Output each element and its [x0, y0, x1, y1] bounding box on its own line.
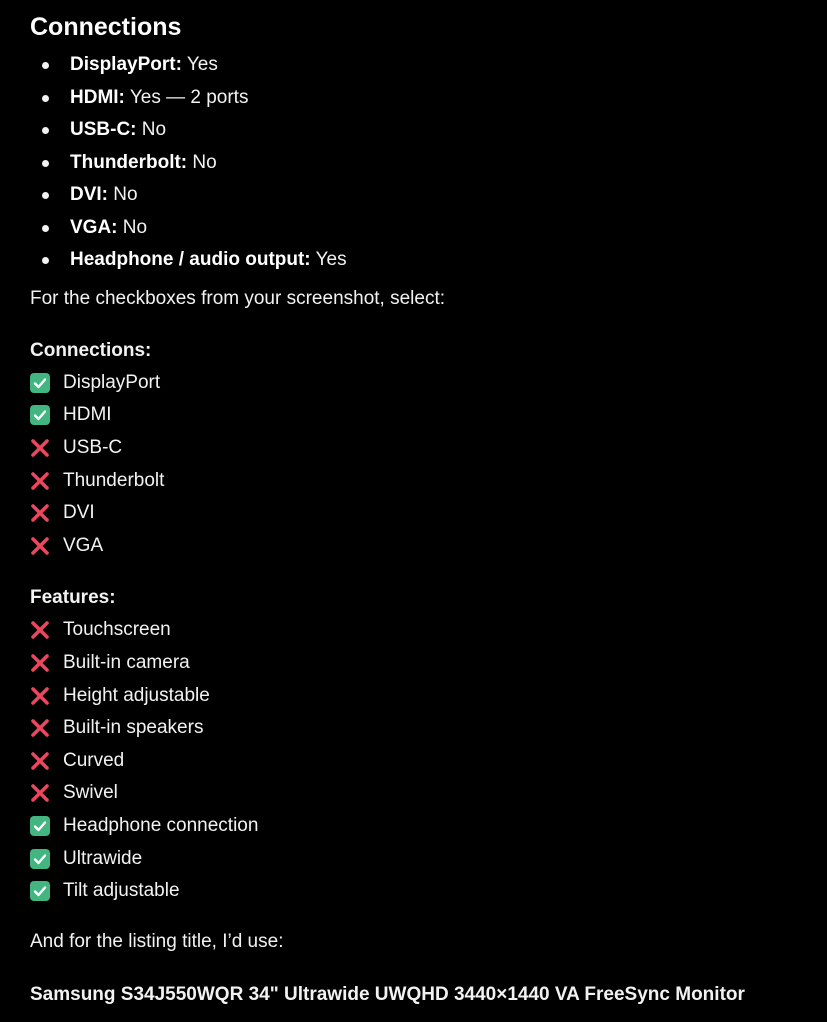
spec-label: Thunderbolt:	[70, 151, 188, 173]
connection-spec-list	[30, 49, 820, 277]
checklist-item-label: Swivel	[63, 782, 118, 804]
checklist-item	[30, 810, 820, 843]
checklist-item	[30, 777, 820, 810]
spec-item	[30, 49, 820, 82]
checklist-item-label: Headphone connection	[63, 814, 259, 836]
cross-icon	[30, 686, 50, 706]
spec-value: No	[108, 184, 138, 205]
checklist-item	[30, 464, 820, 497]
spec-label: Headphone / audio output:	[70, 249, 311, 270]
bullet-dot	[42, 62, 49, 69]
checklist-item-label: Tilt adjustable	[63, 880, 180, 902]
checklist-item-label: Curved	[63, 749, 125, 771]
spec-item	[30, 179, 820, 212]
bullet-dot	[42, 127, 49, 134]
checklist-item	[30, 744, 820, 777]
check-icon	[30, 881, 50, 901]
checklist-item	[30, 679, 820, 712]
checklist-item	[30, 875, 820, 908]
checklist-item	[30, 712, 820, 745]
bullet-dot	[42, 95, 49, 102]
checklist-item-label: HDMI	[63, 404, 112, 426]
check-icon	[30, 849, 50, 869]
spec-item	[30, 244, 820, 277]
title-intro-text: And for the listing title, I’d use:	[30, 931, 284, 953]
spec-value: No	[117, 216, 148, 238]
cross-icon	[30, 718, 50, 738]
checklist-item	[30, 647, 820, 680]
checklist-item-label: VGA	[63, 534, 104, 556]
checklist-item-label: Thunderbolt	[63, 469, 165, 491]
spec-item	[30, 147, 820, 180]
checklist-item-label: DVI	[63, 502, 95, 524]
spec-label: VGA:	[70, 216, 118, 238]
spec-label: DisplayPort:	[70, 54, 182, 75]
connections-label: Connections:	[30, 339, 152, 361]
check-icon	[30, 373, 50, 393]
spec-label: HDMI:	[70, 86, 125, 108]
cross-icon	[30, 620, 50, 640]
message-content	[30, 8, 820, 1009]
checklist-item-label: Built-in camera	[63, 651, 190, 673]
features-label: Features:	[30, 587, 116, 609]
spec-value: No	[187, 151, 217, 173]
cross-icon	[30, 503, 50, 523]
bullet-dot	[42, 225, 49, 232]
spec-label: DVI:	[70, 184, 108, 205]
checklist-item	[30, 367, 820, 400]
check-icon	[30, 405, 50, 425]
checklist-item	[30, 497, 820, 530]
checklist-item	[30, 614, 820, 647]
connections-heading: Connections	[30, 13, 182, 41]
checklist-item	[30, 529, 820, 562]
spec-value: Yes	[181, 54, 218, 75]
checklist-item-label: Built-in speakers	[63, 717, 204, 739]
cross-icon	[30, 751, 50, 771]
checklist-item	[30, 432, 820, 465]
bullet-dot	[42, 257, 49, 264]
check-icon	[30, 816, 50, 836]
spec-value: Yes — 2 ports	[124, 86, 249, 108]
spec-item	[30, 212, 820, 245]
checklist-item-label: USB-C	[63, 436, 123, 458]
checklist-item-label: Ultrawide	[63, 847, 143, 869]
bullet-dot	[42, 192, 49, 199]
checklist-item-label: DisplayPort	[63, 371, 161, 393]
checklist-item	[30, 399, 820, 432]
bullet-dot	[42, 160, 49, 167]
cross-icon	[30, 653, 50, 673]
spec-value: Yes	[310, 249, 347, 270]
cross-icon	[30, 783, 50, 803]
cross-icon	[30, 536, 50, 556]
connections-checklist	[30, 367, 820, 563]
intro-text: For the checkboxes from your screenshot, select:	[30, 287, 446, 309]
checklist-item-label: Touchscreen	[63, 619, 171, 641]
checklist-item-label: Height adjustable	[63, 684, 210, 706]
listing-title: Samsung S34J550WQR 34" Ultrawide UWQHD 3440×1440 VA FreeSync Monitor	[30, 984, 745, 1006]
spec-item	[30, 114, 820, 147]
checklist-item	[30, 842, 820, 875]
spec-value: No	[136, 119, 167, 140]
cross-icon	[30, 438, 50, 458]
cross-icon	[30, 471, 50, 491]
features-checklist	[30, 614, 820, 907]
spec-item	[30, 82, 820, 115]
spec-label: USB-C:	[70, 119, 137, 140]
